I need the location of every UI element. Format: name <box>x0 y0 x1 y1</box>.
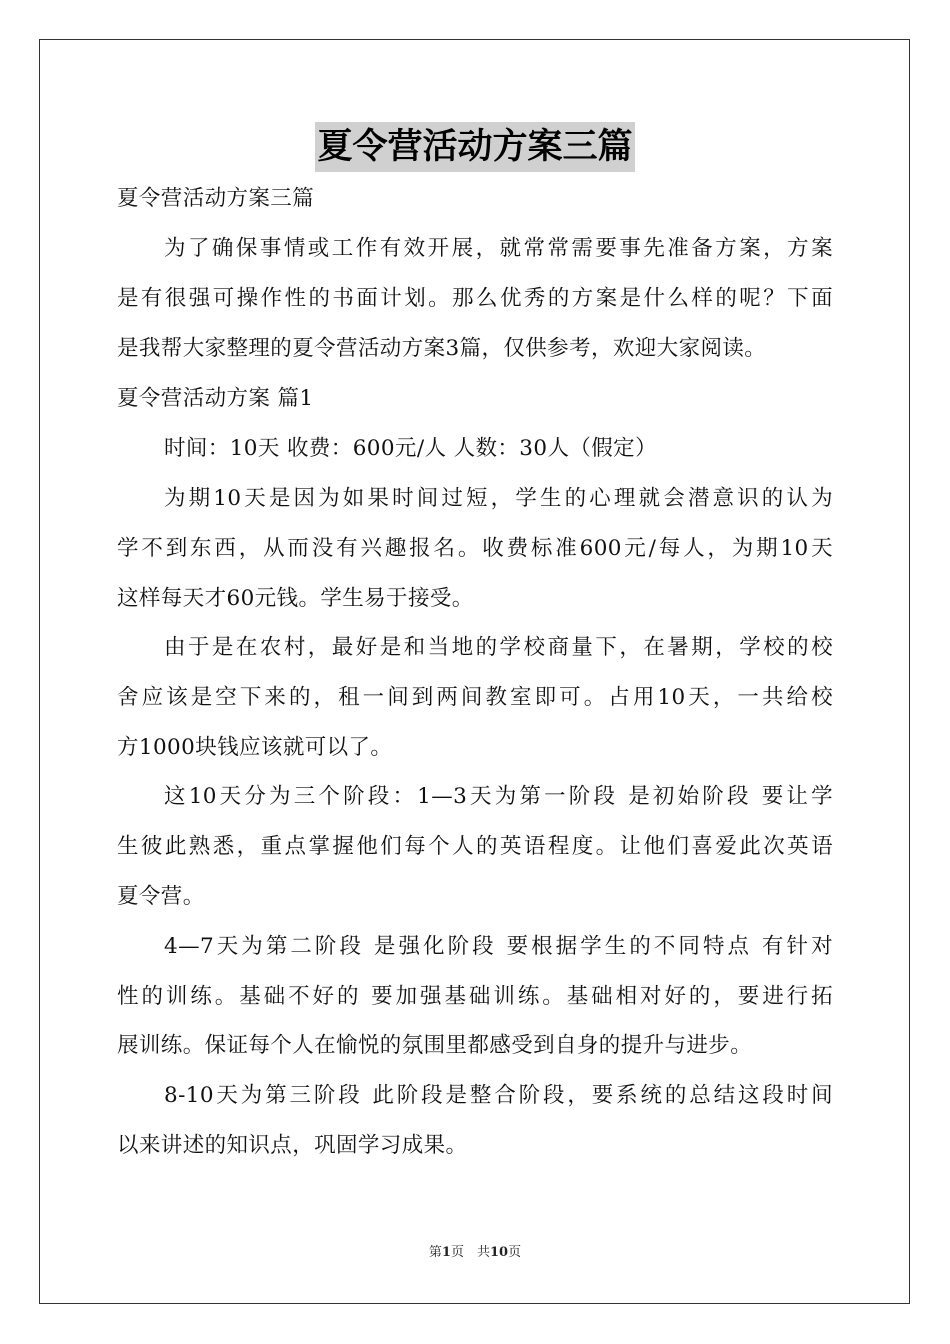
paragraph-line: 这样每天才60元钱。学生易于接受。 <box>117 586 474 611</box>
paragraph-line: 4—7天为第二阶段 是强化阶段 要根据学生的不同特点 有针对 <box>164 934 833 959</box>
subtitle-line: 夏令营活动方案三篇 <box>117 186 315 211</box>
paragraph-line: 这10天分为三个阶段：1—3天为第一阶段 是初始阶段 要让学 <box>164 784 833 809</box>
paragraph-line: 是我帮大家整理的夏令营活动方案3篇，仅供参考，欢迎大家阅读。 <box>117 336 767 361</box>
page-suffix: 页 <box>508 1245 522 1260</box>
section-heading: 夏令营活动方案 篇1 <box>117 386 314 411</box>
page-prefix: 第 <box>428 1245 442 1260</box>
paragraph-line: 展训练。保证每个人在愉悦的氛围里都感受到自身的提升与进步。 <box>117 1033 753 1058</box>
paragraph-line: 由于是在农村，最好是和当地的学校商量下，在暑期，学校的校 <box>164 635 833 660</box>
paragraph-line: 生彼此熟悉，重点掌握他们每个人的英语程度。让他们喜爱此次英语 <box>117 834 833 859</box>
paragraph-line: 为了确保事情或工作有效开展，就常常需要事先准备方案，方案 <box>164 236 833 261</box>
paragraph-line: 是有很强可操作性的书面计划。那么优秀的方案是什么样的呢？下面 <box>117 286 833 311</box>
page-border <box>39 39 910 1304</box>
paragraph-line: 以来讲述的知识点，巩固学习成果。 <box>117 1133 468 1158</box>
paragraph-line: 为期10天是因为如果时间过短，学生的心理就会潜意识的认为 <box>164 486 833 511</box>
paragraph-line: 性的训练。基础不好的 要加强基础训练。基础相对好的，要进行拓 <box>117 984 833 1009</box>
document-title: 夏令营活动方案三篇 <box>315 122 634 172</box>
page-mid: 页 共 <box>450 1245 490 1260</box>
paragraph-line: 学不到东西，从而没有兴趣报名。收费标准600元/每人，为期10天 <box>117 536 833 561</box>
current-page-number: 1 <box>441 1245 451 1260</box>
paragraph-line: 时间：10天 收费：600元/人 人数：30人（假定） <box>164 436 657 461</box>
paragraph-line: 夏令营。 <box>117 884 205 909</box>
paragraph-line: 方1000块钱应该就可以了。 <box>117 735 393 760</box>
document-title-container <box>0 122 950 172</box>
page-footer <box>0 1243 950 1263</box>
paragraph-line: 8-10天为第三阶段 此阶段是整合阶段，要系统的总结这段时间 <box>164 1083 833 1108</box>
total-page-number: 10 <box>489 1245 509 1260</box>
paragraph-line: 舍应该是空下来的，租一间到两间教室即可。占用10天，一共给校 <box>117 685 833 710</box>
